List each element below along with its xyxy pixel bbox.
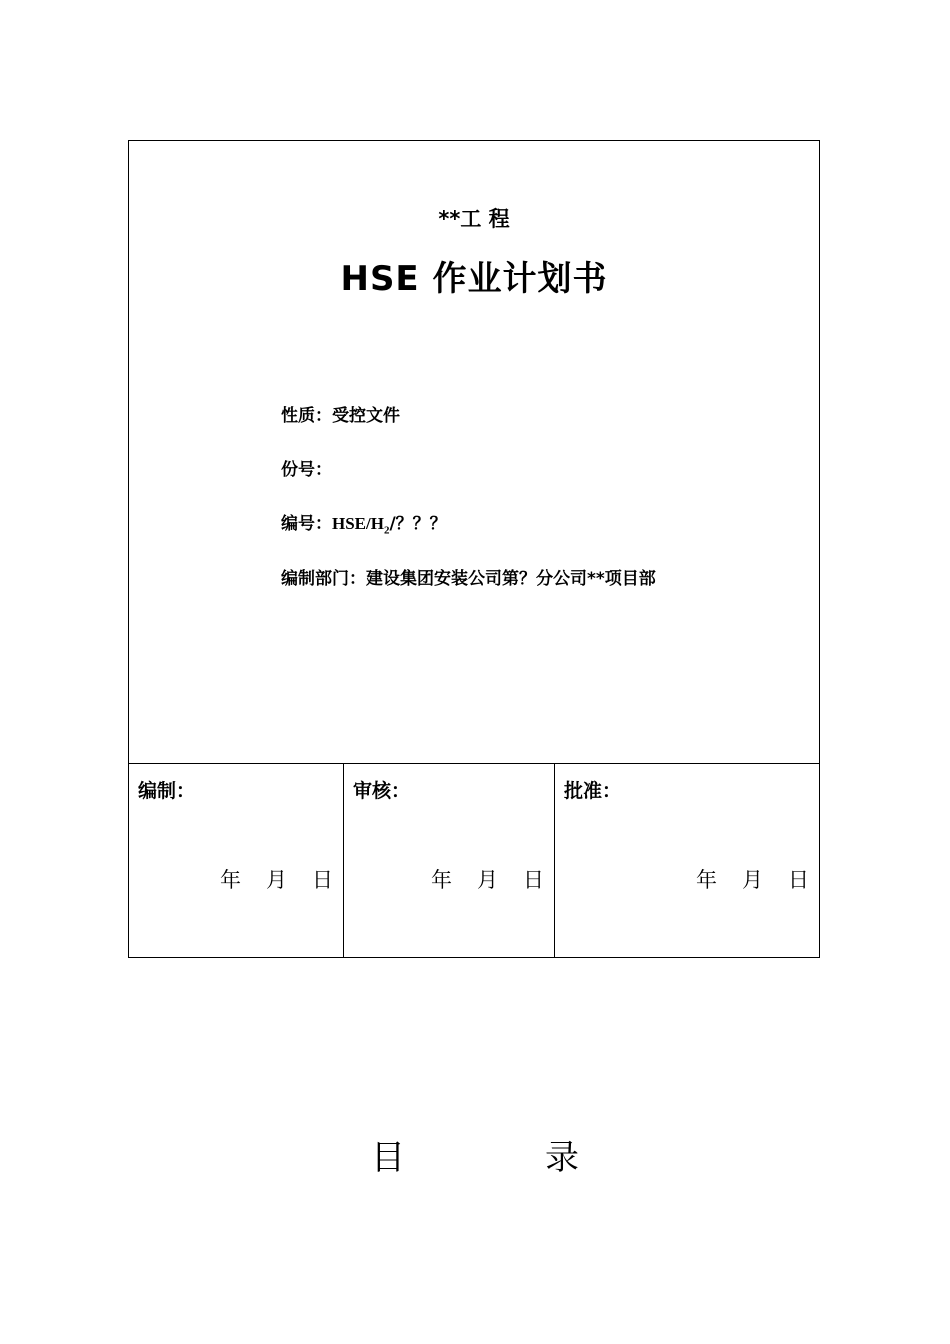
date-day: 日 bbox=[523, 868, 544, 892]
date-month: 月 bbox=[266, 868, 287, 892]
date-year: 年 bbox=[220, 868, 241, 892]
date-day: 日 bbox=[312, 868, 333, 892]
signature-cell-approve bbox=[554, 764, 819, 958]
signature-cell-compile bbox=[129, 764, 343, 958]
date-month: 月 bbox=[742, 868, 763, 892]
date-year: 年 bbox=[431, 868, 452, 892]
code-prefix: HSE/H bbox=[332, 514, 384, 533]
cover-frame bbox=[128, 140, 820, 958]
copy-number-line bbox=[281, 455, 332, 480]
date-day: 日 bbox=[788, 868, 809, 892]
review-date bbox=[406, 864, 544, 894]
code-subscript: 2 bbox=[383, 524, 390, 537]
toc-char-2: 录 bbox=[545, 1138, 579, 1178]
signature-table bbox=[129, 763, 819, 958]
project-title: **工 程 bbox=[438, 207, 510, 231]
date-month: 月 bbox=[477, 868, 498, 892]
nature-value: 受控文件 bbox=[332, 406, 400, 426]
signature-cell-review bbox=[343, 764, 554, 958]
nature-line bbox=[281, 401, 400, 426]
compile-label: 编制： bbox=[138, 780, 196, 802]
department-label: 编制部门： bbox=[281, 569, 366, 589]
table-of-contents-heading bbox=[0, 1130, 950, 1179]
toc-char-1: 目 bbox=[371, 1138, 405, 1178]
date-year: 年 bbox=[696, 868, 717, 892]
nature-label: 性质： bbox=[281, 406, 332, 426]
approve-date bbox=[671, 864, 809, 894]
department-value: 建设集团安装公司第？分公司**项目部 bbox=[366, 569, 656, 589]
department-line bbox=[281, 564, 656, 589]
code-label: 编号： bbox=[281, 514, 332, 534]
compile-date bbox=[195, 864, 333, 894]
copy-number-label: 份号： bbox=[281, 460, 332, 480]
document-title: HSE 作业计划书 bbox=[340, 259, 608, 299]
code-line bbox=[281, 509, 447, 536]
code-suffix: /？？？ bbox=[389, 514, 447, 534]
approve-label: 批准： bbox=[564, 780, 622, 802]
review-label: 审核： bbox=[353, 780, 411, 802]
